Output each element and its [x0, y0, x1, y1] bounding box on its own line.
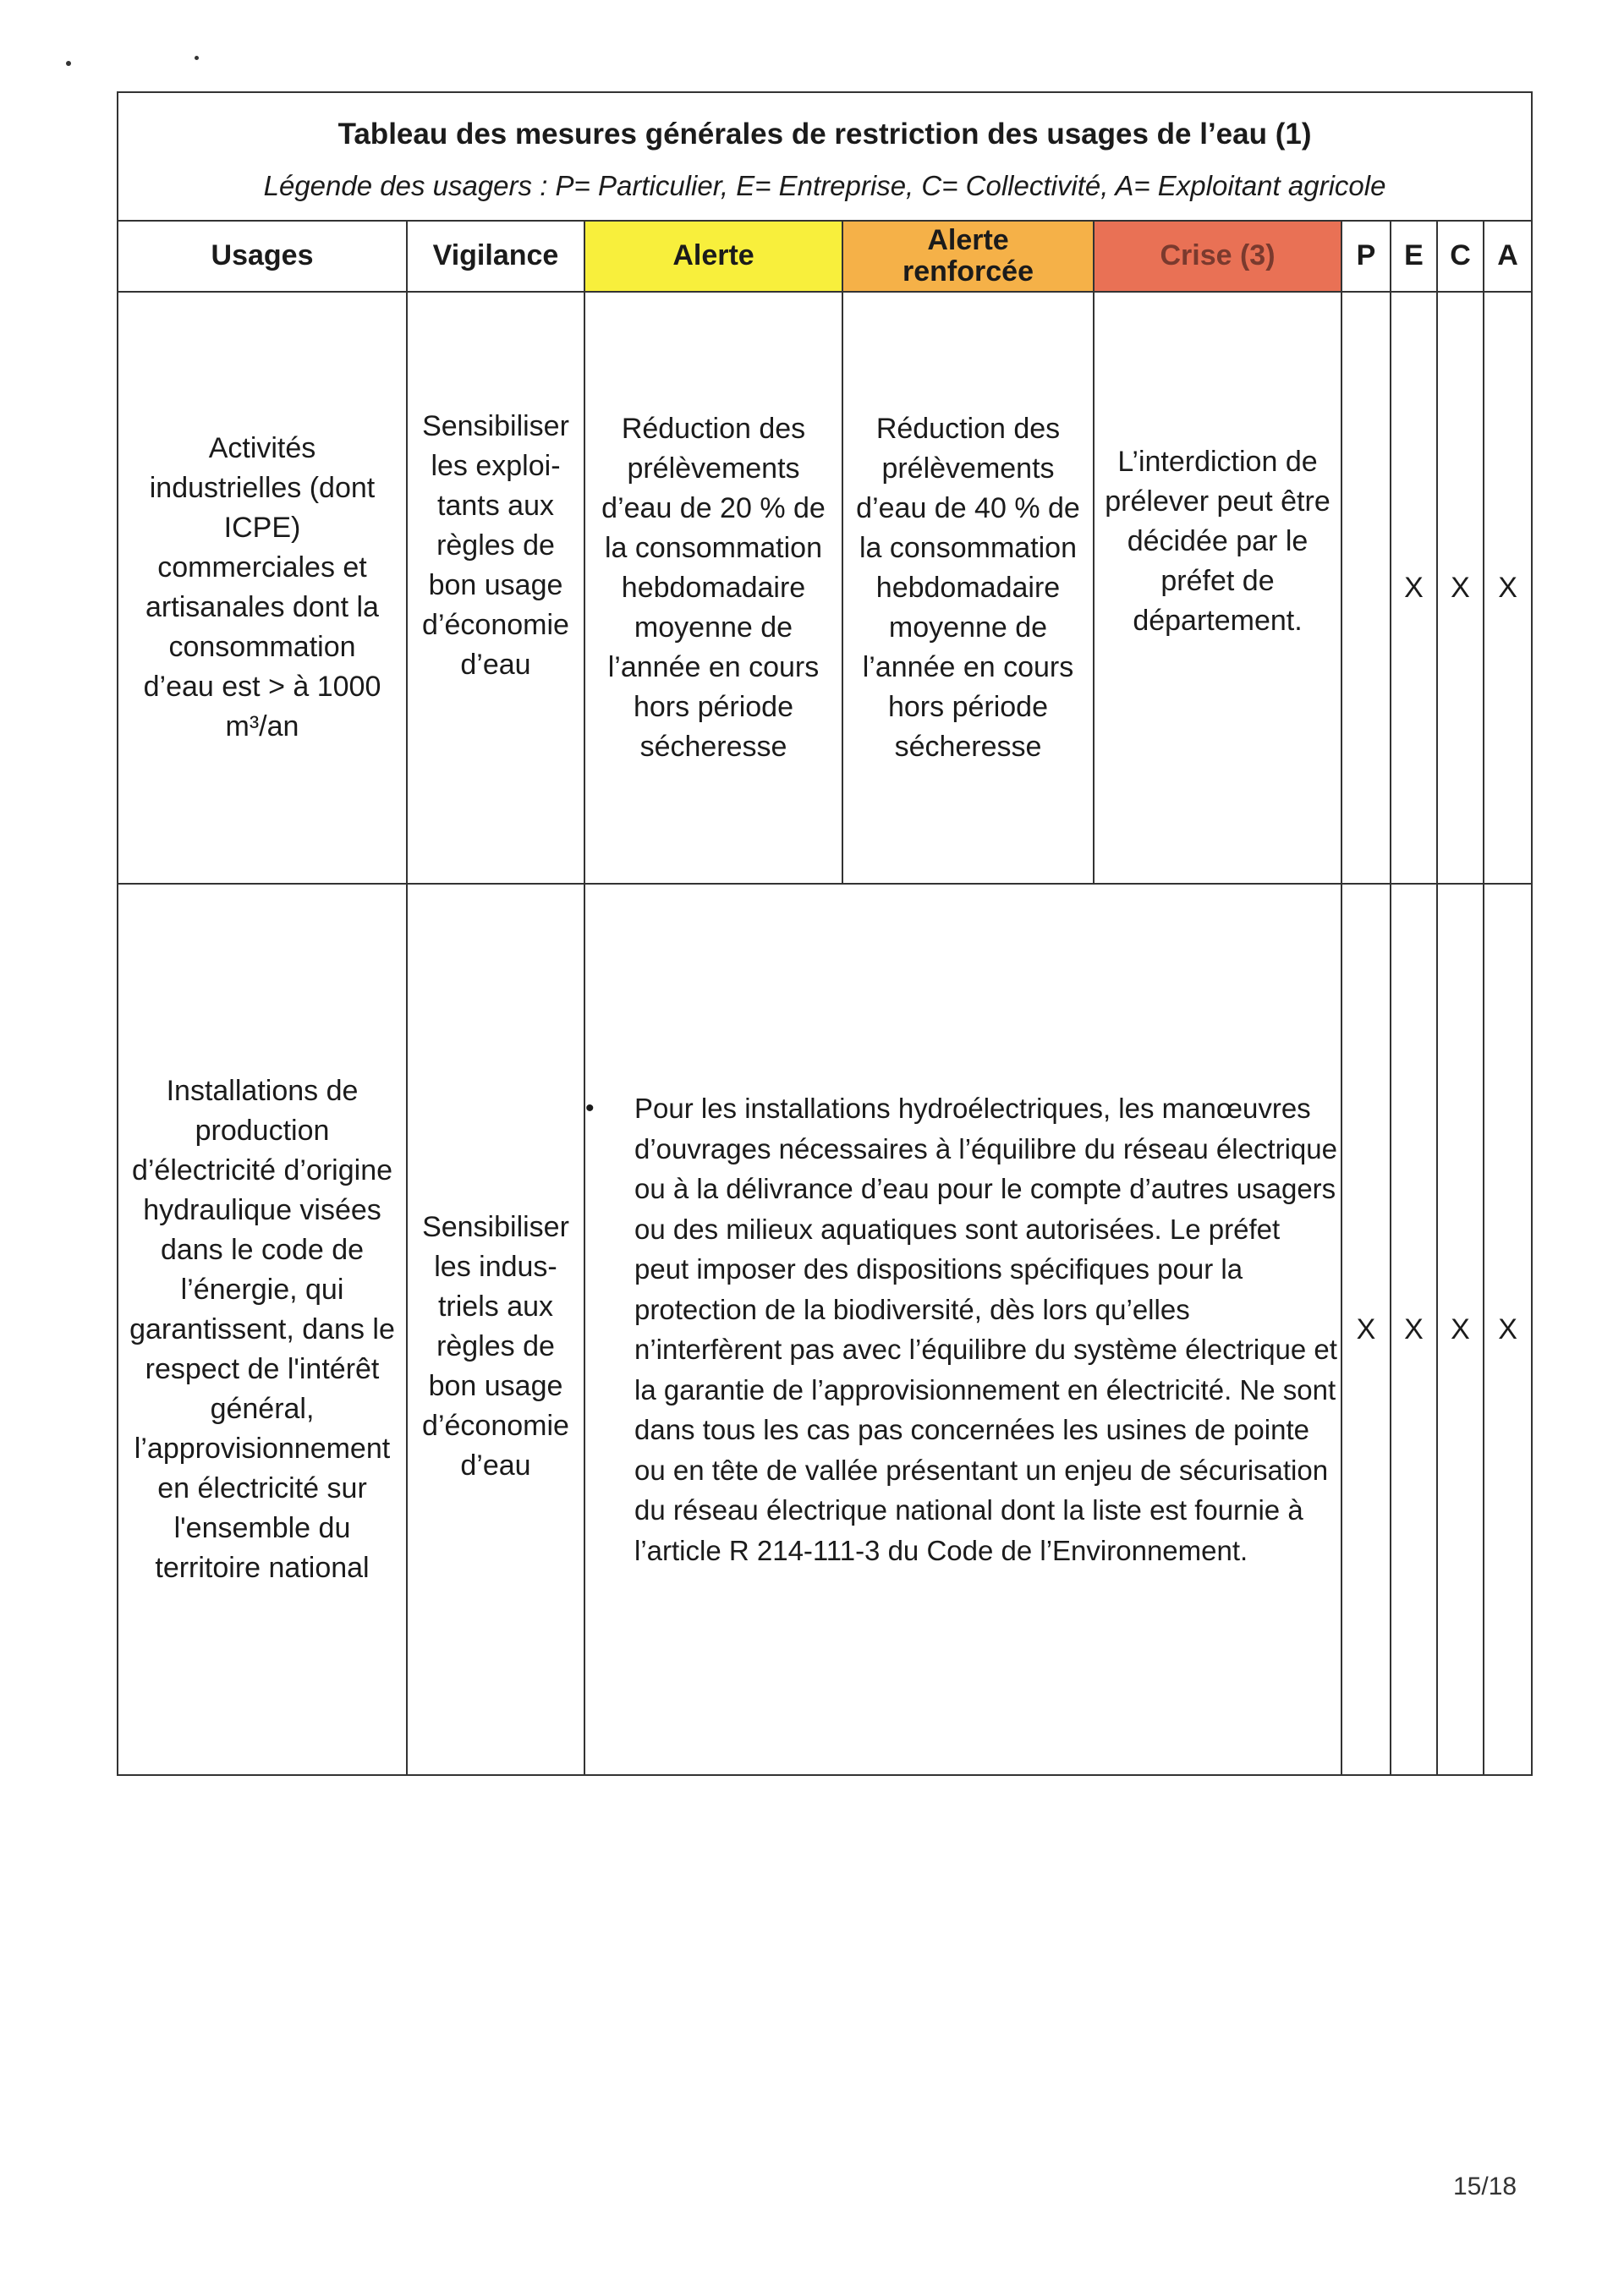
usage-text: Activités industrielles (dont ICPE) commerciales et artisanales dont la consommation d’eau est > à 1000 m³/an	[143, 432, 381, 743]
usage-cell	[118, 884, 407, 1775]
header-crise: Crise (3)	[1094, 221, 1341, 292]
header-c: C	[1437, 221, 1484, 292]
table-row	[118, 292, 1532, 884]
mark-c: X	[1437, 292, 1484, 884]
alerte-text: Réduction des prélèvements d’eau de 20 % de la consommation hebdomadaire moyenne de l’année en cours hors période sécheresse	[601, 412, 826, 763]
alerte-cell	[584, 292, 842, 884]
scan-speck	[66, 61, 71, 66]
header-e: E	[1391, 221, 1437, 292]
mark-e: X	[1391, 884, 1437, 1775]
header-p: P	[1341, 221, 1391, 292]
table-row	[118, 884, 1532, 1775]
table-title: Tableau des mesures générales de restriction des usages de l’eau (1)	[337, 118, 1312, 151]
table-title-cell	[118, 92, 1532, 221]
vigilance-cell	[407, 884, 584, 1775]
usage-cell	[118, 292, 407, 884]
vigilance-text: Sensibiliser les indus-triels aux règles de bon usage d’économie d’eau	[422, 1210, 569, 1482]
alerte-renforcee-cell	[842, 292, 1094, 884]
mark-c: X	[1437, 884, 1484, 1775]
crise-cell	[1094, 292, 1341, 884]
mark-e: X	[1391, 292, 1437, 884]
header-usages: Usages	[118, 221, 407, 292]
scan-speck	[195, 56, 199, 60]
vigilance-text: Sensibiliser les exploi-tants aux règles de bon usage d’économie d’eau	[422, 409, 569, 681]
mark-p: X	[1341, 884, 1391, 1775]
header-vigilance: Vigilance	[407, 221, 584, 292]
bullet-icon: •	[585, 1094, 595, 1122]
header-alerte: Alerte	[584, 221, 842, 292]
header-alerte-renforcee	[842, 221, 1094, 292]
restriction-table	[117, 91, 1533, 1776]
bullet-item	[585, 1088, 1341, 1570]
header-a: A	[1484, 221, 1532, 292]
header-row	[118, 221, 1532, 292]
usage-text: Installations de production d’électricité d’origine hydraulique visées dans le code de l’énergie, qui garantissent, dans le respect de l'intérêt général, l’approvisionnement en électricité sur l'ensemble du territoire national	[129, 1074, 395, 1584]
mark-a: X	[1484, 292, 1532, 884]
header-alerte-renforcee-label: Alerte renforcée	[903, 223, 1034, 288]
page-number: 15/18	[1453, 2173, 1517, 2200]
vigilance-cell	[407, 292, 584, 884]
crise-text: L’interdiction de prélever peut être décidée par le préfet de département.	[1105, 445, 1330, 637]
merged-measures-text: Pour les installations hydroélectriques, les manœuvres d’ouvrages nécessaires à l’équilibre du réseau électrique ou à la délivrance d’eau pour le compte d’autres usagers ou des milieux aquatiques sont autorisées. Le préfet peut imposer des dispositions spécifiques pour la protection de la biodiversité, dès lors qu’elles n’interfèrent pas avec l’équilibre du système électrique et la garantie de l’approvisionnement en électricité. Ne sont dans tous les cas pas concernées les usines de pointe ou en tête de vallée présentant un enjeu de sécurisation du réseau électrique national dont la liste est fournie à l’article R 214-111-3 du Code de l’Environnement.	[634, 1093, 1337, 1566]
mark-p	[1341, 292, 1391, 884]
table-legend: Légende des usagers : P= Particulier, E= Entreprise, C= Collectivité, A= Exploitant agricole	[263, 170, 1386, 201]
merged-measures-cell	[584, 884, 1341, 1775]
mark-a: X	[1484, 884, 1532, 1775]
alerte-renforcee-text: Réduction des prélèvements d’eau de 40 % de la consommation hebdomadaire moyenne de l’année en cours hors période sécheresse	[856, 412, 1080, 763]
